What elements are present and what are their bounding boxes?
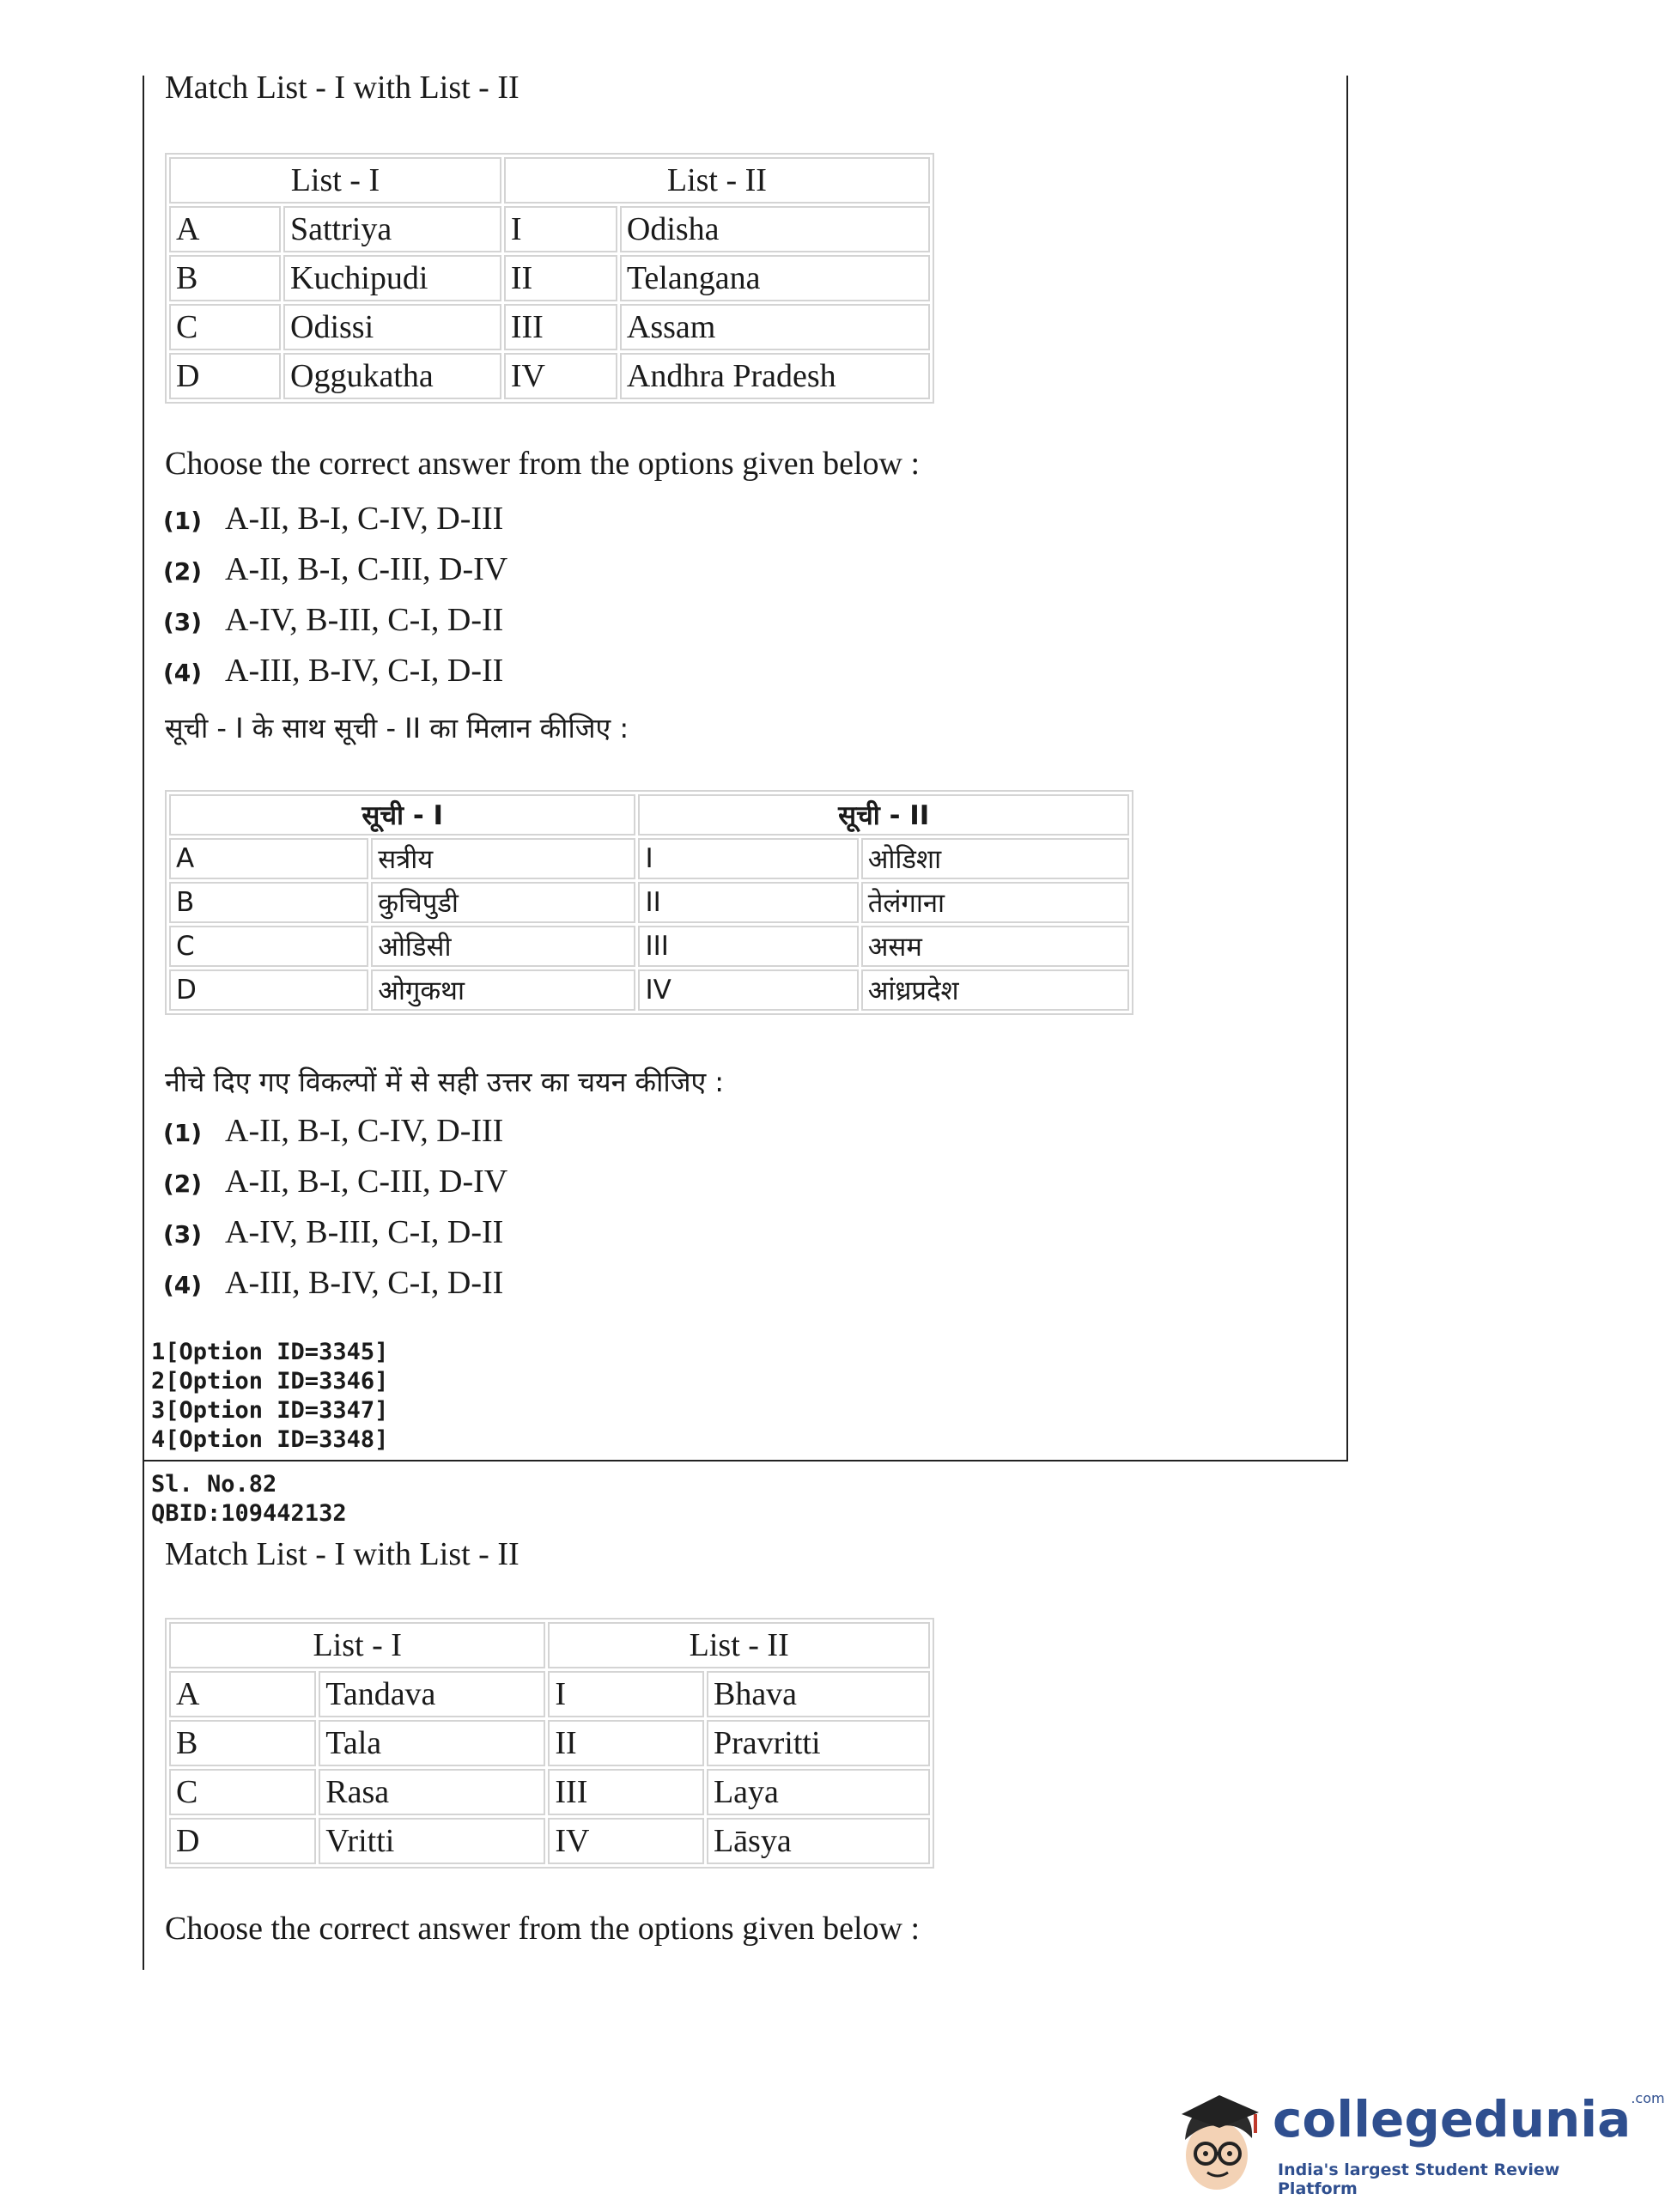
table-cell: सत्रीय xyxy=(371,838,635,879)
brand-suffix: .com xyxy=(1631,2090,1665,2106)
option-text: A-II, B-I, C-III, D-IV xyxy=(225,551,508,587)
q82-serial-number: Sl. No.82 xyxy=(151,1471,277,1498)
table-cell: Andhra Pradesh xyxy=(620,353,930,399)
mascot-icon xyxy=(1170,2088,1273,2200)
table-row xyxy=(169,206,930,252)
hindi-list-2-header: सूची - II xyxy=(638,794,1129,836)
table-cell: II xyxy=(638,882,858,923)
option-number: (3) xyxy=(163,608,203,636)
option-text: A-IV, B-III, C-I, D-II xyxy=(225,602,504,638)
q81-option-2[interactable] xyxy=(163,550,507,588)
table-cell: Assam xyxy=(620,304,930,350)
q81-hindi-option-2[interactable] xyxy=(163,1163,507,1200)
q81-hindi-option-3[interactable] xyxy=(163,1213,503,1251)
table-cell: Telangana xyxy=(620,255,930,301)
brand-name-text: collegedunia xyxy=(1273,2090,1632,2148)
q82-qbid: QBID:109442132 xyxy=(151,1500,347,1527)
table-cell: Vritti xyxy=(319,1818,545,1864)
q81-option-3[interactable] xyxy=(163,601,503,639)
table-cell: ओडिसी xyxy=(371,926,635,967)
table-row xyxy=(169,926,1129,967)
table-header-row xyxy=(169,794,1129,836)
table-cell: C xyxy=(169,304,281,350)
table-row xyxy=(169,255,930,301)
table-cell: C xyxy=(169,926,368,967)
table-cell: Tala xyxy=(319,1720,545,1766)
table-cell: IV xyxy=(638,969,858,1011)
collegedunia-logo[interactable] xyxy=(1170,2088,1665,2200)
table-cell: C xyxy=(169,1769,316,1815)
hindi-list-1-header: सूची - I xyxy=(169,794,635,836)
option-text: A-III, B-IV, C-I, D-II xyxy=(225,1265,504,1301)
brand-tagline: India's largest Student Review Platform xyxy=(1278,2160,1560,2198)
table-cell: D xyxy=(169,353,281,399)
table-cell: I xyxy=(504,206,617,252)
table-cell: A xyxy=(169,838,368,879)
q81-hindi-match-table xyxy=(165,790,1133,1015)
q81-hindi-choose-instruction: नीचे दिए गए विकल्पों में से सही उत्तर का चयन कीजिए : xyxy=(165,1066,725,1098)
table-cell: B xyxy=(169,1720,316,1766)
q82-choose-instruction: Choose the correct answer from the options given below : xyxy=(165,1911,921,1947)
table-cell: I xyxy=(638,838,858,879)
page-right-border xyxy=(1346,76,1348,1462)
table-cell: Laya xyxy=(707,1769,930,1815)
table-header-row xyxy=(169,1622,930,1668)
option-number: (1) xyxy=(163,507,203,535)
table-cell: IV xyxy=(504,353,617,399)
brand-name xyxy=(1273,2090,1665,2148)
option-number: (4) xyxy=(163,1271,203,1299)
q81-hindi-heading: सूची - I के साथ सूची - II का मिलान कीजिए : xyxy=(165,712,629,744)
table-row xyxy=(169,882,1129,923)
q82-heading: Match List - I with List - II xyxy=(165,1536,520,1572)
table-header-row xyxy=(169,157,930,204)
list-2-header: List - II xyxy=(548,1622,930,1668)
list-1-header: List - I xyxy=(169,1622,545,1668)
table-cell: I xyxy=(548,1671,704,1717)
table-cell: आंध्रप्रदेश xyxy=(861,969,1129,1011)
option-number: (2) xyxy=(163,1170,203,1198)
table-cell: A xyxy=(169,1671,316,1717)
table-cell: Oggukatha xyxy=(283,353,501,399)
q82-meta xyxy=(151,1470,347,1528)
table-cell: III xyxy=(504,304,617,350)
table-cell: D xyxy=(169,969,368,1011)
table-cell: III xyxy=(638,926,858,967)
q81-option-1[interactable] xyxy=(163,500,503,538)
q81-option-ids xyxy=(151,1338,388,1455)
q81-heading: Match List - I with List - II xyxy=(165,70,520,106)
table-cell: B xyxy=(169,882,368,923)
table-cell: Rasa xyxy=(319,1769,545,1815)
table-cell: III xyxy=(548,1769,704,1815)
table-cell: तेलंगाना xyxy=(861,882,1129,923)
option-text: A-III, B-IV, C-I, D-II xyxy=(225,653,504,689)
table-cell: Sattriya xyxy=(283,206,501,252)
table-cell: A xyxy=(169,206,281,252)
table-row xyxy=(169,1769,930,1815)
option-number: (3) xyxy=(163,1220,203,1249)
table-row xyxy=(169,1671,930,1717)
list-1-header: List - I xyxy=(169,157,501,204)
table-cell: D xyxy=(169,1818,316,1864)
list-2-header: List - II xyxy=(504,157,930,204)
question-separator xyxy=(143,1460,1348,1462)
table-cell: ओगुकथा xyxy=(371,969,635,1011)
option-id-3: 3[Option ID=3347] xyxy=(151,1397,389,1424)
table-cell: Lāsya xyxy=(707,1818,930,1864)
table-row xyxy=(169,304,930,350)
table-cell: कुचिपुडी xyxy=(371,882,635,923)
table-row xyxy=(169,838,1129,879)
page-left-border xyxy=(143,76,144,1970)
q81-match-table xyxy=(165,153,934,404)
table-cell: II xyxy=(548,1720,704,1766)
option-id-4: 4[Option ID=3348] xyxy=(151,1426,389,1453)
table-row xyxy=(169,969,1129,1011)
option-number: (1) xyxy=(163,1119,203,1147)
table-row xyxy=(169,1720,930,1766)
option-text: A-IV, B-III, C-I, D-II xyxy=(225,1214,504,1250)
option-text: A-II, B-I, C-III, D-IV xyxy=(225,1164,508,1200)
table-cell: Tandava xyxy=(319,1671,545,1717)
q81-option-4[interactable] xyxy=(163,652,503,690)
option-text: A-II, B-I, C-IV, D-III xyxy=(225,1113,504,1149)
table-cell: IV xyxy=(548,1818,704,1864)
table-cell: Pravritti xyxy=(707,1720,930,1766)
table-cell: Odisha xyxy=(620,206,930,252)
table-cell: B xyxy=(169,255,281,301)
option-text: A-II, B-I, C-IV, D-III xyxy=(225,501,504,537)
table-cell: ओडिशा xyxy=(861,838,1129,879)
q82-match-table xyxy=(165,1618,934,1869)
table-cell: II xyxy=(504,255,617,301)
q81-hindi-option-1[interactable] xyxy=(163,1112,503,1150)
table-cell: Kuchipudi xyxy=(283,255,501,301)
table-cell: असम xyxy=(861,926,1129,967)
option-id-1: 1[Option ID=3345] xyxy=(151,1339,389,1365)
option-number: (4) xyxy=(163,659,203,687)
option-id-2: 2[Option ID=3346] xyxy=(151,1368,389,1395)
table-row xyxy=(169,1818,930,1864)
table-cell: Odissi xyxy=(283,304,501,350)
q81-choose-instruction: Choose the correct answer from the options given below : xyxy=(165,446,921,482)
q81-hindi-option-4[interactable] xyxy=(163,1264,503,1302)
table-cell: Bhava xyxy=(707,1671,930,1717)
table-row xyxy=(169,353,930,399)
option-number: (2) xyxy=(163,557,203,586)
